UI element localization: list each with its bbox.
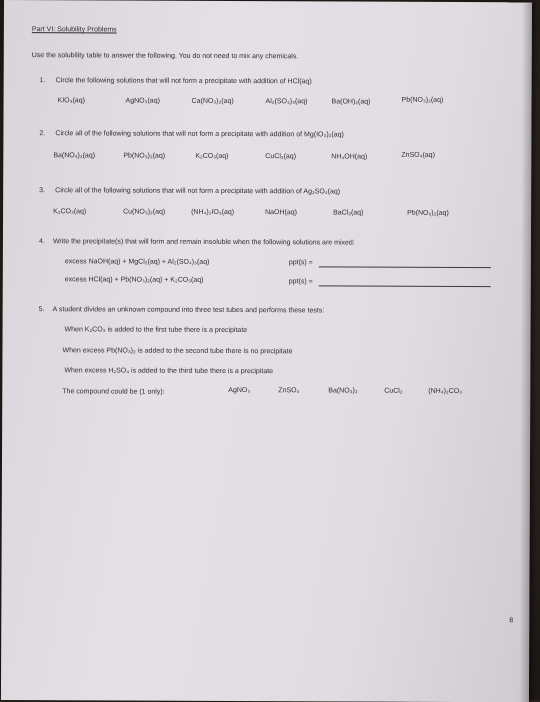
instructions: Use the solubility table to answer the following. You do not need to mix any chemicals.: [31, 52, 299, 61]
q1-option: AgNO₃(aq): [125, 97, 160, 105]
q5-test: When excess Pb(NO₃)₂ is added to the second tube there is no precipitate: [62, 347, 293, 356]
q5-choice: ZnSO₄: [278, 387, 300, 395]
question-1-number: 1.: [39, 77, 46, 85]
question-5-number: 5.: [38, 306, 45, 314]
q3-option: K₂CO₃(aq): [53, 208, 87, 216]
page-number: 8: [509, 617, 514, 625]
q5-test: When excess H₂SO₄ is added to the third tube there is a precipitate: [64, 367, 274, 376]
q5-answer-prompt: The compound could be (1 only):: [62, 388, 165, 396]
q5-choice: Ba(NO₃)₂: [328, 387, 358, 395]
q5-choice: AgNO₃: [228, 386, 251, 395]
question-3-number: 3.: [39, 187, 46, 195]
q2-option: ZnSO₄(aq): [401, 151, 435, 159]
q2-option: NH₄OH(aq): [331, 153, 368, 161]
q4-ppt-label: ppt(s) =: [288, 278, 313, 286]
page-title: Part VI: Solubility Problems: [31, 26, 117, 34]
question-1-text: Circle the following solutions that will not form a precipitate with addition of HCl(aq): [55, 77, 312, 86]
q4-mixture: excess HCl(aq) + Pb(NO₃)₂(aq) + K₂CO₃(aq): [64, 276, 204, 284]
question-4-text: Write the precipitate(s) that will form and remain insoluble when the following solutions are mixed:: [52, 238, 355, 247]
question-2-number: 2.: [39, 130, 46, 138]
question-3-text: Circle all of the following solutions that will not form a precipitate with addition of Ag₂SO₄(aq): [55, 187, 341, 196]
q2-option: K₂CO₃(aq): [195, 152, 229, 160]
q1-option: Pb(NO₃)₂(aq): [401, 96, 444, 104]
q4-answer-blank[interactable]: [319, 266, 491, 268]
q3-option: (NH₄)₂IO₃(aq): [191, 208, 235, 217]
question-5-text: A student divides an unknown compound into three test tubes and performs these tests:: [52, 306, 325, 315]
q1-option: Al₂(SO₄)₃(aq): [265, 98, 308, 106]
q3-option: Cu(NO₃)₂(aq): [123, 208, 166, 216]
q4-mixture: excess NaOH(aq) + MgCl₂(aq) + Al₂(SO₄)₃(aq): [64, 258, 210, 266]
q2-option: Pb(NO₃)₂(aq): [123, 152, 166, 160]
q5-choice: (NH₄)₂CO₃: [428, 387, 463, 396]
q5-choice: CuCl₂: [384, 387, 403, 395]
q5-test: When K₂CO₃ is added to the first tube there is a precipitate: [64, 326, 248, 335]
q4-answer-blank[interactable]: [319, 285, 491, 287]
q4-ppt-label: ppt(s) =: [288, 259, 313, 267]
worksheet-page: [1, 0, 532, 702]
q3-option: BaCl₂(aq): [333, 209, 364, 217]
q2-option: CuCl₂(aq): [265, 153, 297, 161]
q3-option: NaOH(aq): [265, 209, 297, 217]
q1-option: Ca(NO₃)₂(aq): [191, 97, 234, 106]
q2-option: Ba(NO₃)₂(aq): [53, 152, 96, 160]
question-4-number: 4.: [38, 238, 45, 246]
question-2-text: Circle all of the following solutions that will not form a precipitate with addition of Mg(IO₃)₂(aq): [55, 130, 344, 139]
q1-option: KIO₃(aq): [57, 97, 85, 105]
q3-option: Pb(NO₃)₂(aq): [407, 209, 449, 217]
q1-option: Ba(OH)₂(aq): [331, 98, 371, 106]
